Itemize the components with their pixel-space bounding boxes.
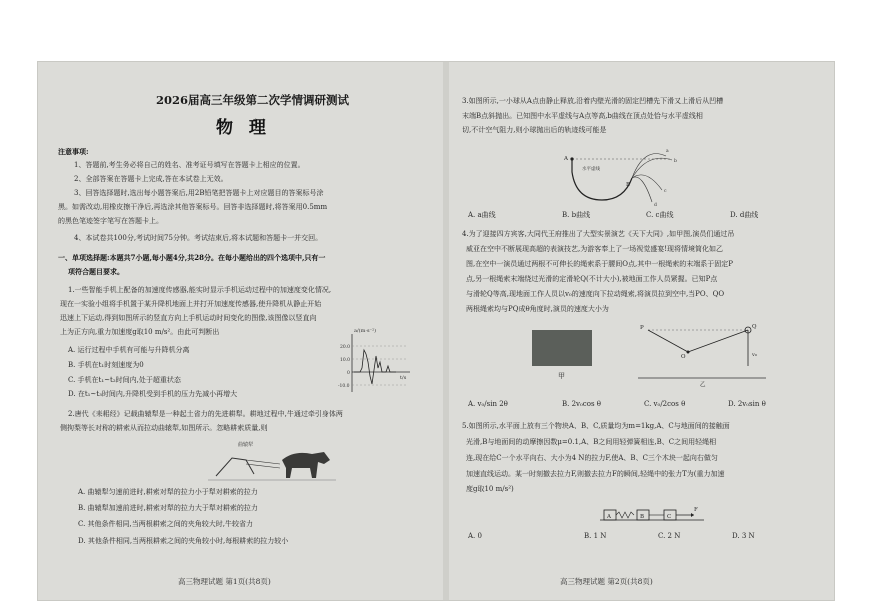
- q5-label-b: B: [640, 514, 645, 520]
- q4-option-d: D. 2v₀sin θ: [728, 400, 766, 408]
- q4-label-o: O: [681, 354, 686, 360]
- q4-stem: 两根绳索均与PQ成θ角度时,演员的速度大小为: [466, 305, 609, 313]
- q1-option-c: C. 手机在t₁~t₂时间内,处于超重状态: [68, 376, 181, 384]
- q3-groove-figure: [562, 142, 682, 212]
- q2-stem: 侧拘梨等长对称的耕索从而拉动曲辕犁,如图所示。忽略耕索质量,则: [60, 424, 268, 432]
- q3-label-b: B: [626, 182, 631, 188]
- q3-label-a: A: [564, 156, 568, 162]
- q2-plow-ox-figure: [208, 438, 338, 482]
- q4-option-a: A. v₀/sin 2θ: [468, 400, 508, 408]
- q2-option-d: D. 其他条件相同,当两根耕索之间的夹角较小时,每根耕索的拉力较小: [78, 537, 289, 545]
- q4-stem: 与滑轮Q等高,现地面工作人员以v₀的速度向下拉动绳索,将演员拉到空中,当PO、QO: [466, 290, 725, 298]
- q4-option-b: B. 2v₀cos θ: [562, 400, 601, 408]
- q5-label-f: F: [694, 507, 698, 513]
- q3-curve-c: c: [664, 189, 667, 194]
- q3-stem: 切,不计空气阻力,则小球抛出后的轨迹线可能是: [462, 126, 607, 134]
- page-1-footer: 高三物理试题 第1页(共8页): [178, 577, 271, 586]
- q3-option-c: C. c曲线: [646, 211, 674, 219]
- q4-label-q: Q: [752, 324, 757, 330]
- q4-stem: 4.为了迎接四方宾客,大同代王府推出了大型实景演艺《天下大同》,如甲图,演员们通过吊: [462, 230, 735, 238]
- q4-label-yi: 乙: [700, 382, 706, 388]
- q2-figure-label: 曲辕犁: [238, 442, 254, 448]
- q4-performance-photo: [532, 330, 592, 366]
- q1-stem: 迅速上下运动,得到如图所示的竖直方向上手机运动时间变化的图像,该图像以竖直向: [60, 314, 317, 322]
- q4-stem: 点,另一根绳索末端绕过光滑的定滑轮Q(不计大小),被地面工作人员紧握。已知P点: [466, 275, 718, 283]
- q5-label-a: A: [607, 514, 611, 520]
- q5-option-d: D. 3 N: [732, 532, 755, 540]
- q4-stem: 威亚在空中不断展现高超的表演技艺,为游客奉上了一场视觉盛宴!现将情境简化如乙: [466, 245, 724, 253]
- q2-option-b: B. 曲辕犁加速前进时,耕索对犁的拉力大于犁对耕索的拉力: [78, 504, 258, 512]
- q3-stem: 末端B点斜抛出。已知图中水平虚线与A点等高,b曲线在顶点处恰与水平虚线相: [462, 112, 703, 120]
- q1-option-d: D. 在t₁~t₃时间内,升降机受到手机的压力先减小再增大: [68, 390, 238, 398]
- notes-item: 1、答题前,考生务必将自己的姓名、准考证号填写在答题卡上相应的位置。: [74, 161, 305, 169]
- page-divider: [443, 62, 449, 600]
- q4-label-jia: 甲: [558, 372, 565, 380]
- page-1: [38, 62, 440, 600]
- q5-blocks-figure: [600, 500, 710, 526]
- q3-stem: 3.如图所示,一小球从A点由静止释放,沿着内壁光滑的固定凹槽先下滑又上滑后从凹槽: [462, 97, 724, 105]
- q1-stem: 现在一实验小组将手机置于某升降机地面上并打开加速度传感器,使升降机从静止开始: [60, 300, 322, 308]
- notes-item: 的黑色笔迹签字笔写在答题卡上。: [58, 217, 163, 225]
- q1-option-b: B. 手机在t₁时刻速度为0: [68, 361, 144, 369]
- q1-stem: 1.一些智能手机上配备的加速度传感器,能实时显示手机运动过程中的加速度变化情况,: [68, 286, 332, 294]
- q5-stem: 光滑,B与地面间的动摩擦因数μ=0.1,A、B之间用轻弹簧相连,B、C之间用轻绳相: [466, 438, 717, 446]
- q5-label-c: C: [667, 514, 672, 520]
- q4-option-c: C. v₀/2cos θ: [644, 400, 686, 408]
- q5-option-a: A. 0: [468, 532, 482, 540]
- q1-graph-xlabel: t/s: [400, 375, 407, 381]
- q1-graph-ylabel: a/(m·s⁻²): [354, 328, 377, 334]
- q3-curve-a: a: [666, 149, 669, 154]
- notes-heading: 注意事项:: [58, 147, 89, 156]
- page-2-footer: 高三物理试题 第2页(共8页): [560, 577, 653, 586]
- q1-graph-ytick: 20.0: [340, 345, 351, 350]
- q5-option-c: C. 2 N: [658, 532, 681, 540]
- q3-option-d: D. d曲线: [730, 211, 759, 219]
- notes-item: 3、回答选择题时,选出每小题答案后,用2B铅笔把答题卡上对应题目的答案标号涂: [74, 189, 324, 197]
- q4-label-v0: v₀: [752, 352, 757, 358]
- exam-title: 2026届高三年级第二次学情调研测试: [156, 93, 350, 107]
- q1-stem: 上为正方向,重力加速度g取10 m/s²。由此可判断出: [60, 328, 220, 336]
- q3-option-b: B. b曲线: [562, 211, 591, 219]
- q4-rope-diagram: [638, 320, 768, 386]
- section-heading: 一、单项选择题:本题共7小题,每小题4分,共28分。在每小题给出的四个选项中,只有一: [58, 253, 326, 262]
- q2-option-c: C. 其他条件相同,当两根耕索之间的夹角较大时,牛较省力: [78, 520, 254, 528]
- q5-stem: 加速直线运动。某一时刻撤去拉力F,则撤去拉力F的瞬间,轻绳中的张力T为(重力加速: [466, 470, 725, 478]
- q1-option-a: A. 运行过程中手机有可能与升降机分离: [68, 346, 190, 354]
- section-heading-cont: 项符合题目要求。: [68, 267, 124, 276]
- q5-stem: 连,现在给C一个水平向右、大小为4 N的拉力F,使A、B、C三个木块一起向右做匀: [466, 454, 718, 462]
- q1-acceleration-graph: [338, 328, 412, 394]
- subject-title: 物 理: [216, 118, 271, 138]
- q3-option-a: A. a曲线: [468, 211, 496, 219]
- q3-label-horizontal: 水平虚线: [582, 167, 600, 172]
- q1-graph-ytick: 0: [347, 371, 350, 376]
- exam-paper: [38, 62, 834, 600]
- q4-stem: 图,在空中一演员通过两根不可伸长的绳索系于腰间O点,其中一根绳索的末端系于固定P: [466, 260, 733, 268]
- q2-option-a: A. 曲辕犁匀速前进时,耕索对犁的拉力小于犁对耕索的拉力: [78, 488, 258, 496]
- q1-graph-ytick: -10.0: [338, 384, 350, 389]
- q5-stem: 度g取10 m/s²): [466, 485, 514, 493]
- q3-curve-b: b: [674, 159, 677, 164]
- q3-curve-d: d: [654, 203, 657, 208]
- notes-item: 黑。如需改动,用橡皮擦干净后,再选涂其他答案标号。回答非选择题时,将答案用0.5mm: [58, 203, 328, 211]
- notes-item: 4、本试卷共100分,考试时间75分钟。考试结束后,将本试题和答题卡一并交回。: [74, 234, 323, 242]
- q5-option-b: B. 1 N: [584, 532, 607, 540]
- q5-stem: 5.如图所示,水平面上放有三个物块A、B、C,质量均为m=1kg,A、C与地面间的接触面: [462, 422, 730, 430]
- notes-item: 2、全部答案在答题卡上完成,答在本试卷上无效。: [74, 175, 228, 183]
- q1-graph-ytick: 10.0: [340, 358, 351, 363]
- page-2: [452, 62, 834, 600]
- q4-label-p: P: [640, 325, 644, 331]
- q2-stem: 2.唐代《耒耜经》记载曲辕犁是一种起土省力的先进耕犁。耕地过程中,牛通过牵引身体两: [68, 410, 343, 418]
